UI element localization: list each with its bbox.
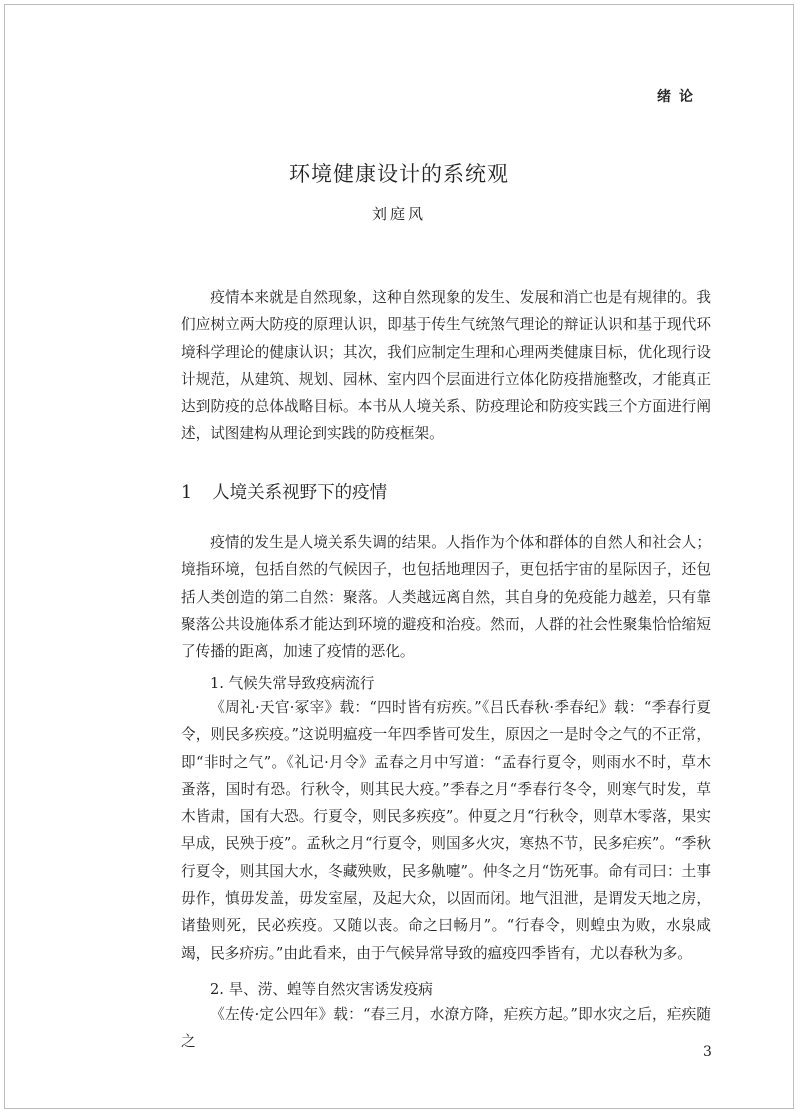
subheading-2: 2. 旱、涝、蝗等自然灾害诱发疫病 — [210, 981, 433, 998]
subsection-2-paragraph: 《左传·定公四年》载：“春三月，水潦方降，疟疾方起。”即水灾之后，疟疾随之 — [181, 1006, 711, 1051]
section-title: 人境关系视野下的疫情 — [212, 483, 388, 503]
subsection-1-paragraph: 《周礼·天官·冢宰》载：“四时皆有疠疾。”《吕氏春秋·季春纪》载：“季春行夏令，则民多疾疫。”这说明瘟疫一年四季皆可发生，原因之一是时令之气的不正常，即“非时之气”。《礼记·月令》孟春之月中写道：“孟春行夏令，则雨水不时，草木蚤落，国时有恐。行秋令，则其民大疫。”季春之月“季春行冬令，则寒气时发，草木皆肃，国有大恐。行夏令，则民多疾疫”。仲夏之月“行秋令，则草木零落，果实早成，民殃于疫”。孟秋之月“行夏令，则国多火灾，寒热不节，民多疟疾”。“季秋行夏令，则其国大水，冬藏殃败，民多鼽嚏”。仲冬之月“饬死事。命有司曰：土事毋作，慎毋发盖，毋发室屋，及起大众，以固而闭。地气沮泄，是谓发天地之房，诸蛰则死，民必疾疫。又随以丧。命之曰畅月”。“行春令，则蝗虫为败，水泉咸竭，民多疥疠。”由此看来，由于气候异常导致的瘟疫四季皆有，尤以春秋为多。 — [181, 699, 711, 962]
article-title: 环境健康设计的系统观 — [289, 162, 509, 186]
subheading-1: 1. 气候失常导致疫病流行 — [210, 675, 375, 692]
abstract-paragraph: 疫情本来就是自然现象，这种自然现象的发生、发展和消亡也是有规律的。我们应树立两大防疫的原理认识，即基于传生气统煞气理论的辩证认识和基于现代环境科学理论的健康认识；其次，我们应制定生理和心理两类健康目标，优化现行设计规范，从建筑、规划、园林、室内四个层面进行立体化防疫措施整改，才能真正达到防疫的总体战略目标。本书从人境关系、防疫理论和防疫实践三个方面进行阐述，试图建构从理论到实践的防疫框架。 — [181, 289, 711, 443]
article-author: 刘庭风 — [371, 205, 426, 223]
book-page — [4, 4, 794, 1109]
running-header: 绪论 — [657, 89, 701, 105]
page-number: 3 — [703, 1044, 712, 1060]
section-intro-paragraph: 疫情的发生是人境关系失调的结果。人指作为个体和群体的自然人和社会人；境指环境，包括自然的气候因子，也包括地理因子，更包括宇宙的星际因子，还包括人类创造的第二自然：聚落。人类越远离自然，其自身的免疫能力越差，只有靠聚落公共设施体系才能达到环境的避疫和治疫。然而，人群的社会性聚集恰恰缩短了传播的距离，加速了疫情的恶化。 — [181, 534, 711, 661]
section-number: 1 — [181, 483, 193, 503]
section-heading — [181, 479, 387, 504]
